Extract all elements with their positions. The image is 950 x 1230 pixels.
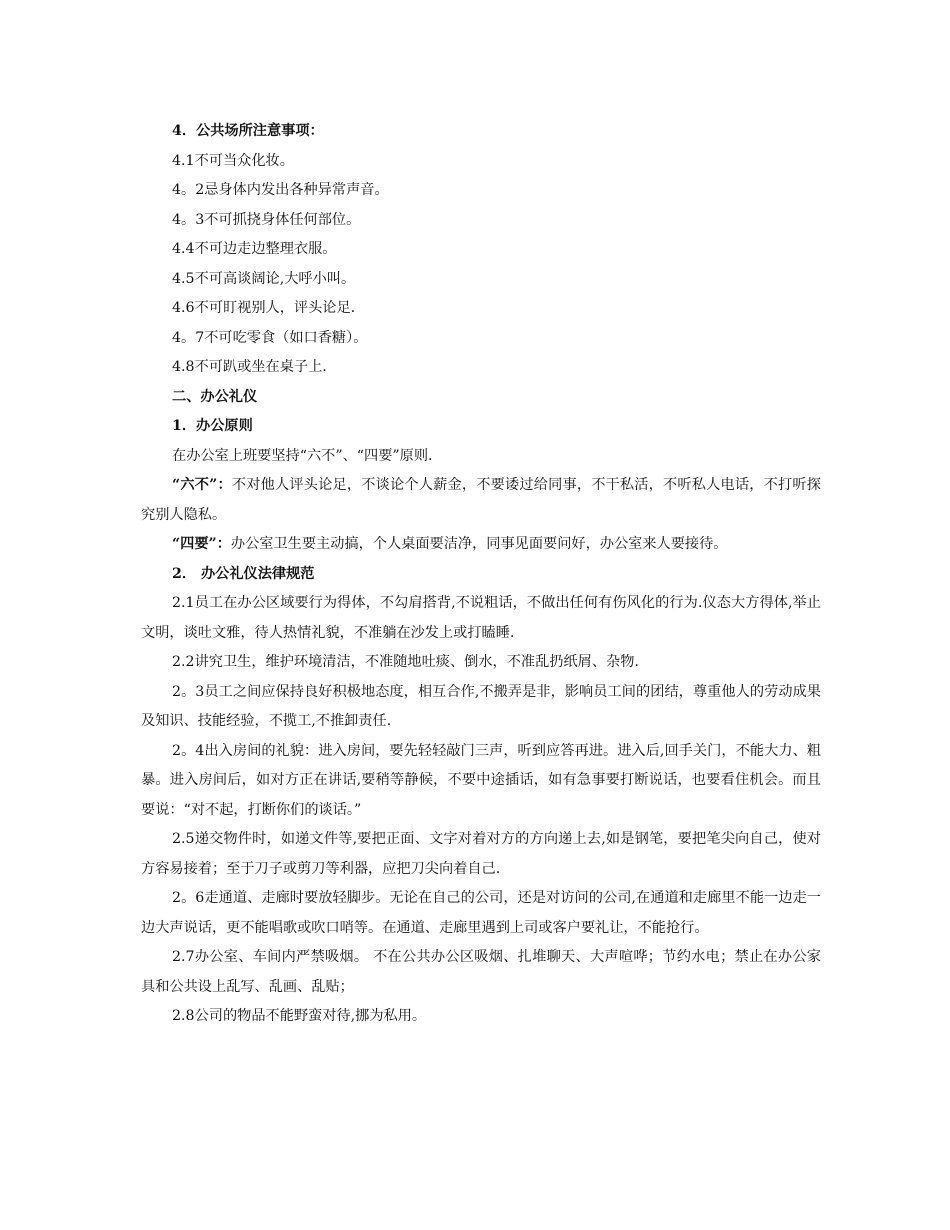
four-must-text: 办公室卫生要主动搞，个人桌面要洁净，同事见面要问好，办公室来人要接待。 xyxy=(230,536,728,552)
norm-paragraph: 2.1员工在办公区域要行为得体，不勾肩搭背,不说粗话，不做出任何有伤风化的行为.仪态大方得体,举止文明，谈吐文雅，待人热情礼貌，不准躺在沙发上或打瞌睡. xyxy=(141,595,821,641)
norm-paragraph: 2。6走通道、走廊时要放轻脚步。无论在自己的公司，还是对访问的公司,在通道和走廊里不能一边走一边大声说话，更不能唱歌或吹口哨等。在通道、走廊里遇到上司或客户要礼让，不能抢行。 xyxy=(141,890,821,936)
four-must-paragraph xyxy=(141,530,821,560)
norm-paragraph: 2.2讲究卫生，维护环境清洁，不准随地吐痰、倒水，不准乱扔纸屑、杂物. xyxy=(172,654,639,670)
section-heading-public-places: 4．公共场所注意事项： xyxy=(172,123,324,139)
list-item: 4.6不可盯视别人，评头论足. xyxy=(172,300,356,316)
norm-paragraph: 2.5递交物件时，如递文件等,要把正面、文字对着对方的方向递上去,如是钢笔，要把笔尖向自己，使对方容易接着；至于刀子或剪刀等利器，应把刀尖向着自己. xyxy=(141,831,821,877)
subsection-heading-norms: 2． 办公礼仪法律规范 xyxy=(172,565,315,582)
four-must-label: “四要”： xyxy=(172,536,231,552)
subsection-heading-principles: 1．办公原则 xyxy=(172,418,253,434)
document-body xyxy=(141,117,821,1032)
list-item: 4。3不可抓挠身体任何部位。 xyxy=(172,211,361,228)
six-no-paragraph xyxy=(141,471,821,530)
section-heading-office-etiquette: 二、办公礼仪 xyxy=(172,388,258,405)
norm-paragraph: 2.7办公室、车间内严禁吸烟。 不在公共办公区吸烟、扎堆聊天、大声喧哗；节约水电；禁止在办公家具和公共设上乱写、乱画、乱贴； xyxy=(141,949,821,995)
list-item: 4.8不可趴或坐在桌子上. xyxy=(172,359,327,375)
norm-paragraph: 2。4出入房间的礼貌：进入房间，要先轻轻敲门三声，听到应答再进。进入后,回手关门，不能大力、粗暴。进入房间后，如对方正在讲话,要稍等静候，不要中途插话，如有急事要打断说话，也要看住机会。而且要说：“对不起，打断你们的谈话。” xyxy=(141,742,821,818)
list-item: 4.4不可边走边整理衣服。 xyxy=(172,241,337,257)
norm-paragraph: 2.8公司的物品不能野蛮对待,挪为私用。 xyxy=(172,1008,427,1024)
principles-intro: 在办公室上班要坚持“六不”、“四要”原则. xyxy=(172,447,433,464)
list-item: 4.5不可高谈阔论,大呼小叫。 xyxy=(172,270,356,287)
list-item: 4。2忌身体内发出各种异常声音。 xyxy=(172,182,389,198)
norm-paragraph: 2。3员工之间应保持良好积极地态度，相互合作,不搬弄是非，影响员工间的团结，尊重他人的劳动成果及知识、技能经验，不揽工,不推卸责任. xyxy=(141,683,821,729)
six-no-label: “六不”： xyxy=(172,477,232,493)
list-item: 4。7不可吃零食（如口香糖）。 xyxy=(172,329,368,346)
six-no-text: 不对他人评头论足，不谈论个人薪金，不要诿过给同事，不干私活，不听私人电话，不打听探究别人隐私。 xyxy=(141,477,821,523)
list-item: 4.1不可当众化妆。 xyxy=(172,152,294,169)
